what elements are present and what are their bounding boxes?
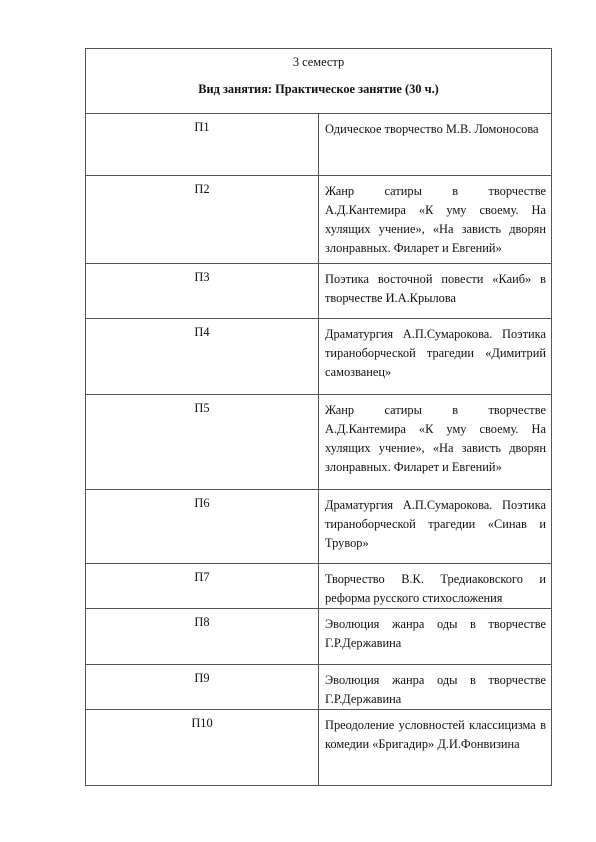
row-number: П2: [86, 176, 319, 264]
table-row: [86, 564, 552, 609]
row-topic: Поэтика восточной повести «Каиб» в творчестве И.А.Крылова: [319, 264, 552, 319]
row-number: П7: [86, 564, 319, 609]
row-number: П1: [86, 114, 319, 176]
table-row: [86, 710, 552, 786]
row-topic: Одическое творчество М.В. Ломоносова: [319, 114, 552, 176]
row-topic: Драматургия А.П.Сумарокова. Поэтика тираноборческой трагедии «Димитрий самозванец»: [319, 319, 552, 395]
row-number: П5: [86, 395, 319, 490]
table-row: [86, 609, 552, 665]
row-topic: Жанр сатиры в творчестве А.Д.Кантемира «К уму своему. На хулящих учение», «На зависть дворян злонравных. Филарет и Евгений»: [319, 176, 552, 264]
table-row: [86, 114, 552, 176]
table-row: [86, 176, 552, 264]
activity-type-label: Вид занятия: Практическое занятие (30 ч.): [198, 82, 439, 96]
row-number: П8: [86, 609, 319, 665]
row-topic: Творчество В.К. Тредиаковского и реформа русского стихосложения: [319, 564, 552, 609]
row-topic: Эволюция жанра оды в творчестве Г.Р.Державина: [319, 665, 552, 710]
row-topic: Драматургия А.П.Сумарокова. Поэтика тираноборческой трагедии «Синав и Трувор»: [319, 490, 552, 564]
table-row: [86, 490, 552, 564]
row-number: П6: [86, 490, 319, 564]
semester-label: 3 семестр: [292, 55, 345, 69]
row-number: П4: [86, 319, 319, 395]
row-topic: Эволюция жанра оды в творчестве Г.Р.Державина: [319, 609, 552, 665]
table-header-cell: [86, 49, 552, 114]
row-number: П9: [86, 665, 319, 710]
table-row: [86, 395, 552, 490]
row-topic: Преодоление условностей классицизма в комедии «Бригадир» Д.И.Фонвизина: [319, 710, 552, 786]
row-number: П3: [86, 264, 319, 319]
table-header-row: [86, 49, 552, 114]
table-row: [86, 264, 552, 319]
table-row: [86, 319, 552, 395]
table-row: [86, 665, 552, 710]
row-number: П10: [86, 710, 319, 786]
schedule-table: [85, 48, 552, 786]
row-topic: Жанр сатиры в творчестве А.Д.Кантемира «К уму своему. На хулящих учение», «На зависть дворян злонравных. Филарет и Евгений»: [319, 395, 552, 490]
